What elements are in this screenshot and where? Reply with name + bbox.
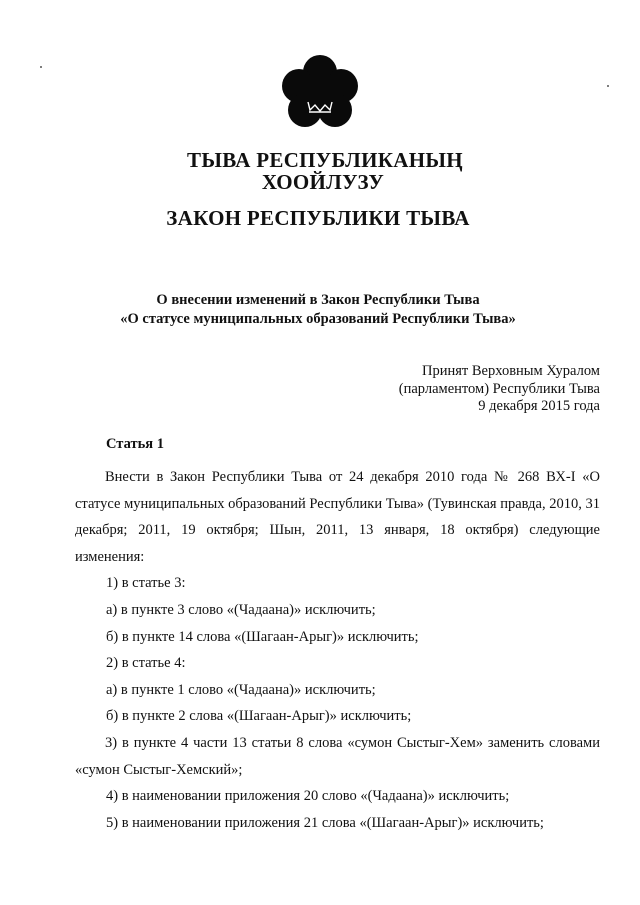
adoption-info [399,363,600,416]
adopted-line3: 9 декабря 2015 года [478,398,600,414]
list-item: 2) в статье 4: [106,655,186,672]
list-item: а) в пункте 1 слово «(Чадаана)» исключить; [106,681,376,698]
list-item: б) в пункте 14 слова «(Шагаан-Арыг)» исключить; [106,628,419,645]
intro-paragraph: Внести в Закон Республики Тыва от 24 декабря 2010 года № 268 ВХ-I «О статусе муниципальных образований Республики Тыва» (Тувинская правда, 2010, 31 декабря; 2011, 19 октября; Шын, 2011, 13 января, 18 октября) следующие изменения: [75,469,600,565]
subject-line1: О внесении изменений в Закон Республики Тыва [156,292,480,308]
list-item: 5) в наименовании приложения 21 слова «(Шагаан-Арыг)» исключить; [106,814,544,831]
list-item: а) в пункте 3 слово «(Чадаана)» исключить; [106,601,376,618]
list-item: б) в пункте 2 слова «(Шагаан-Арыг)» исключить; [106,708,412,725]
scan-speck [607,85,609,87]
adopted-line2: (парламентом) Республики Тыва [398,380,600,397]
subject-line2: «О статусе муниципальных образований Республики Тыва» [120,311,516,327]
title-tuvan-line2: ХООЙЛУЗУ [261,170,385,194]
title-tuvan-line1: ТЫВА РЕСПУБЛИКАНЫҢ [187,148,463,172]
scan-speck [40,66,42,68]
adopted-line1: Принят Верховным Хуралом [422,363,600,379]
tuva-emblem-icon [278,52,362,134]
article-title: Статья 1 [106,436,164,452]
list-item: 1) в статье 3: [106,575,186,592]
title-russian: ЗАКОН РЕСПУБЛИКИ ТЫВА [166,206,470,230]
list-item: 4) в наименовании приложения 20 слово «(Чадаана)» исключить; [106,788,510,805]
item3-paragraph: 3) в пункте 4 части 13 статьи 8 слова «сумон Сыстыг-Хем» заменить словами «сумон Сыстыг-Хемский»; [75,734,600,778]
article-body [75,464,600,836]
